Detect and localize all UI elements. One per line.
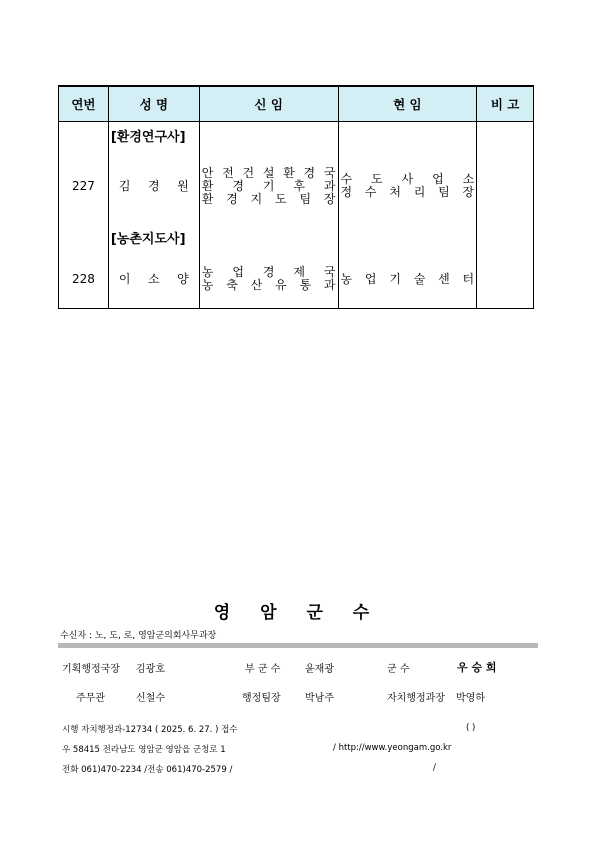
table-row [59, 250, 534, 309]
text-line [202, 193, 336, 206]
text-char: 이 [118, 271, 131, 286]
text-char: 설 [262, 165, 275, 180]
text-char: 유 [275, 278, 287, 292]
text-char: 김 [118, 178, 131, 193]
category-row [59, 122, 534, 149]
signer-name: 김광호 [136, 664, 165, 675]
signer-title: 주무관 [76, 693, 105, 704]
text-char: 도 [371, 172, 383, 186]
text-char: 전 [222, 165, 234, 180]
new-post [199, 250, 338, 309]
signer-name: 우 승 희 [457, 661, 497, 674]
text-char: 소 [462, 172, 475, 186]
header-no: 연번 [59, 86, 109, 122]
text-char: 경 [232, 178, 244, 193]
header-name: 성 명 [108, 86, 199, 122]
text-char: 경 [303, 165, 316, 180]
organization-name: 영 암 군 수 [213, 603, 382, 623]
text-char: 업 [364, 271, 377, 286]
text-char: 기 [262, 178, 275, 193]
text-line [341, 186, 475, 199]
signer-title: 행정팀장 [242, 693, 281, 704]
text-char: 기 [389, 271, 401, 286]
signer-name: 박영하 [456, 693, 485, 704]
text-char: 농 [340, 271, 353, 286]
text-char: 처 [389, 185, 401, 199]
text-char: 제 [293, 265, 305, 279]
text-char: 국 [323, 165, 336, 180]
text-char: 사 [401, 172, 414, 186]
table-header-row [59, 86, 534, 122]
category-label: [환경연구사] [108, 122, 199, 149]
personnel-table [58, 85, 534, 309]
text-char: 건 [242, 165, 255, 180]
signer-title: 부 군 수 [245, 664, 281, 675]
text-char: 업 [432, 172, 444, 186]
header-note: 비 고 [477, 86, 534, 122]
contact-slash: / [433, 763, 436, 773]
header-current-post: 현 임 [338, 86, 477, 122]
text-char: 장 [462, 185, 475, 199]
note [477, 250, 534, 309]
signer-title: 군 수 [387, 664, 410, 675]
text-line [202, 167, 336, 180]
text-char: 술 [413, 271, 426, 286]
text-char: 수 [364, 185, 377, 199]
person-name [108, 250, 199, 309]
signer-title: 기획행정국장 [62, 664, 120, 675]
footer-divider [58, 643, 538, 648]
text-line [341, 173, 475, 186]
text-char: 경 [262, 265, 275, 279]
row-number: 227 [59, 148, 109, 224]
text-char: 터 [462, 271, 475, 286]
text-char: 업 [232, 265, 244, 279]
text-line [341, 273, 475, 286]
note [477, 148, 534, 224]
header-new-post: 신 임 [199, 86, 338, 122]
category-label: [농촌지도사] [108, 224, 199, 250]
text-char: 후 [293, 178, 305, 193]
text-char: 팀 [438, 185, 450, 199]
address-line: 우 58415 전라남도 영암군 영암읍 군청로 1 [62, 745, 226, 755]
text-char: 과 [323, 178, 336, 193]
text-char: 경 [148, 178, 160, 193]
text-char: 환 [201, 178, 214, 193]
signer-name: 박남주 [305, 693, 334, 704]
person-name [108, 148, 199, 224]
text-char: 장 [323, 191, 336, 206]
text-char: 안 [201, 165, 214, 180]
signer-name: 윤재광 [305, 664, 334, 675]
current-post [338, 250, 477, 309]
text-line [119, 273, 189, 286]
receipt-parenthesis: ( ) [466, 723, 476, 733]
signer-name: 신철수 [136, 693, 165, 704]
text-char: 농 [201, 265, 214, 279]
text-char: 리 [413, 185, 426, 199]
text-char: 환 [283, 165, 295, 180]
text-char: 원 [177, 178, 189, 193]
table-row [59, 148, 534, 224]
text-line [119, 180, 189, 193]
text-char: 팀 [299, 191, 312, 206]
category-row [59, 224, 534, 250]
text-char: 도 [275, 191, 287, 206]
text-line [202, 279, 336, 292]
text-char: 경 [226, 191, 238, 206]
text-char: 환 [201, 191, 214, 206]
text-char: 센 [438, 271, 450, 286]
recipient-line: 수신자 : 노, 도, 로, 영암군의회사무과장 [60, 631, 217, 641]
text-char: 수 [340, 172, 353, 186]
text-char: 축 [226, 278, 238, 292]
text-char: 국 [323, 265, 336, 279]
text-char: 산 [250, 278, 263, 292]
enforcement-line: 시행 자치행정과-12734 ( 2025. 6. 27. ) 접수 [62, 725, 238, 735]
text-char: 양 [177, 271, 189, 286]
text-line [202, 180, 336, 193]
current-post [338, 148, 477, 224]
text-char: 정 [340, 185, 353, 199]
text-line [202, 266, 336, 279]
signer-title: 자치행정과장 [387, 693, 445, 704]
new-post [199, 148, 338, 224]
text-char: 통 [299, 278, 312, 292]
contact-line: 전화 061)470-2234 /전송 061)470-2579 / [62, 765, 233, 775]
text-char: 소 [148, 271, 160, 286]
text-char: 과 [323, 278, 336, 292]
row-number: 228 [59, 250, 109, 309]
text-char: 농 [201, 278, 214, 292]
website-link[interactable]: / http://www.yeongam.go.kr [333, 743, 452, 753]
text-char: 지 [250, 191, 263, 206]
